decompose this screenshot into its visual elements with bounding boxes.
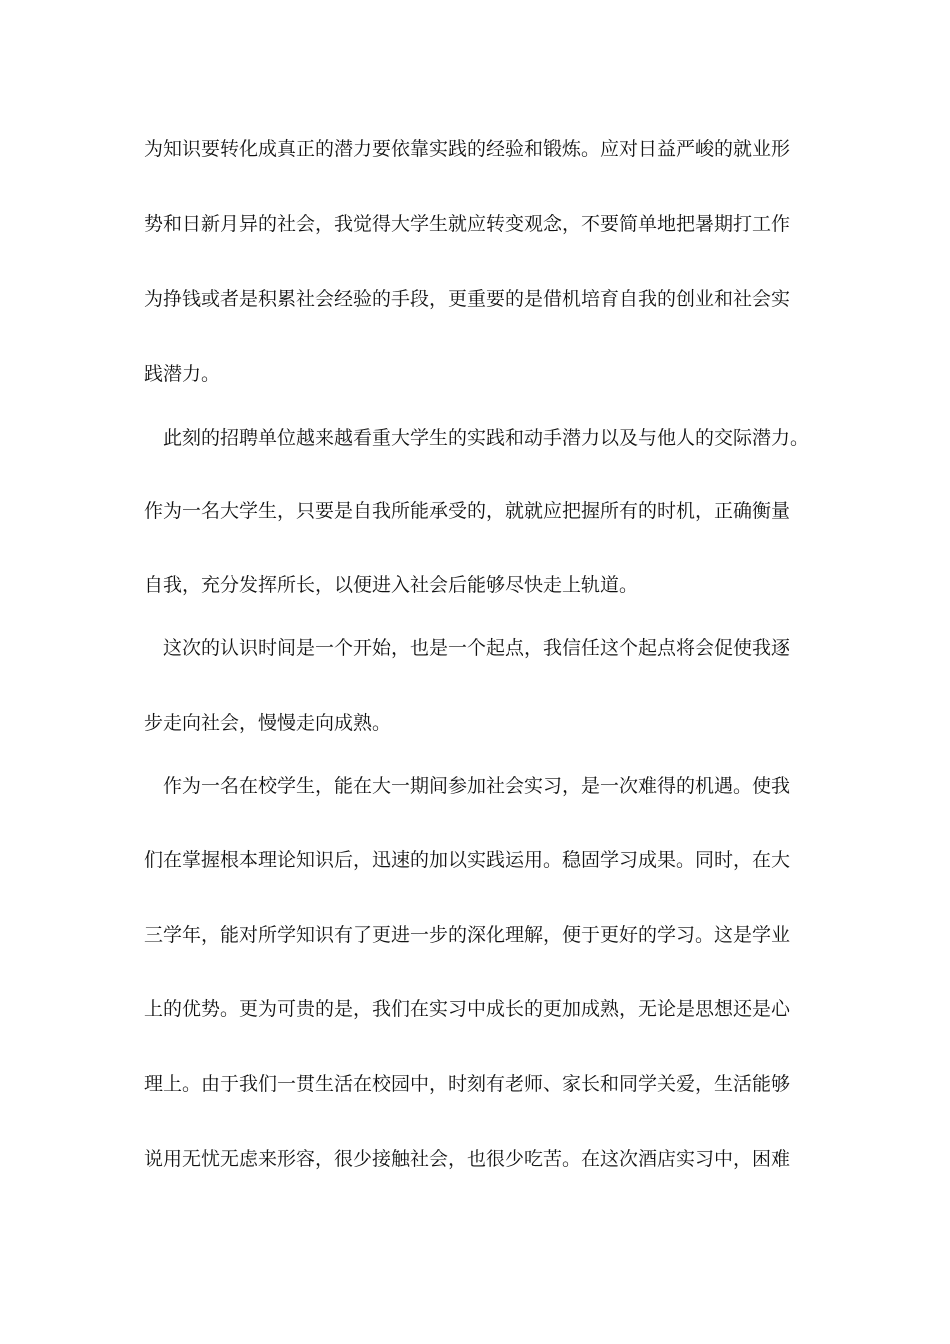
- text-line: 这次的认识时间是一个开始，也是一个起点，我信任这个起点将会促使我逐: [163, 637, 791, 659]
- text-line: 们在掌握根本理论知识后，迅速的加以实践运用。稳固学习成果。同时，在大: [144, 849, 791, 871]
- text-line: 作为一名大学生，只要是自我所能承受的，就就应把握所有的时机，正确衡量: [144, 500, 791, 522]
- text-line: 作为一名在校学生，能在大一期间参加社会实习，是一次难得的机遇。使我: [163, 775, 791, 797]
- text-line: 践潜力。: [144, 363, 221, 385]
- text-line: 自我，充分发挥所长，以便进入社会后能够尽快走上轨道。: [144, 574, 639, 596]
- text-line: 势和日新月异的社会，我觉得大学生就应转变观念，不要简单地把暑期打工作: [144, 213, 791, 235]
- text-line: 三学年，能对所学知识有了更进一步的深化理解，便于更好的学习。这是学业: [144, 924, 791, 946]
- text-line: 上的优势。更为可贵的是，我们在实习中成长的更加成熟，无论是思想还是心: [144, 998, 791, 1020]
- text-line: 为知识要转化成真正的潜力要依靠实践的经验和锻炼。应对日益严峻的就业形: [144, 138, 791, 160]
- text-line: 说用无忧无虑来形容，很少接触社会，也很少吃苦。在这次酒店实习中，困难: [144, 1148, 791, 1170]
- text-line: 步走向社会，慢慢走向成熟。: [144, 712, 392, 734]
- text-line: 为挣钱或者是积累社会经验的手段，更重要的是借机培育自我的创业和社会实: [144, 288, 791, 310]
- text-line: 此刻的招聘单位越来越看重大学生的实践和动手潜力以及与他人的交际潜力。: [163, 427, 810, 449]
- text-line: 理上。由于我们一贯生活在校园中，时刻有老师、家长和同学关爱，生活能够: [144, 1073, 791, 1095]
